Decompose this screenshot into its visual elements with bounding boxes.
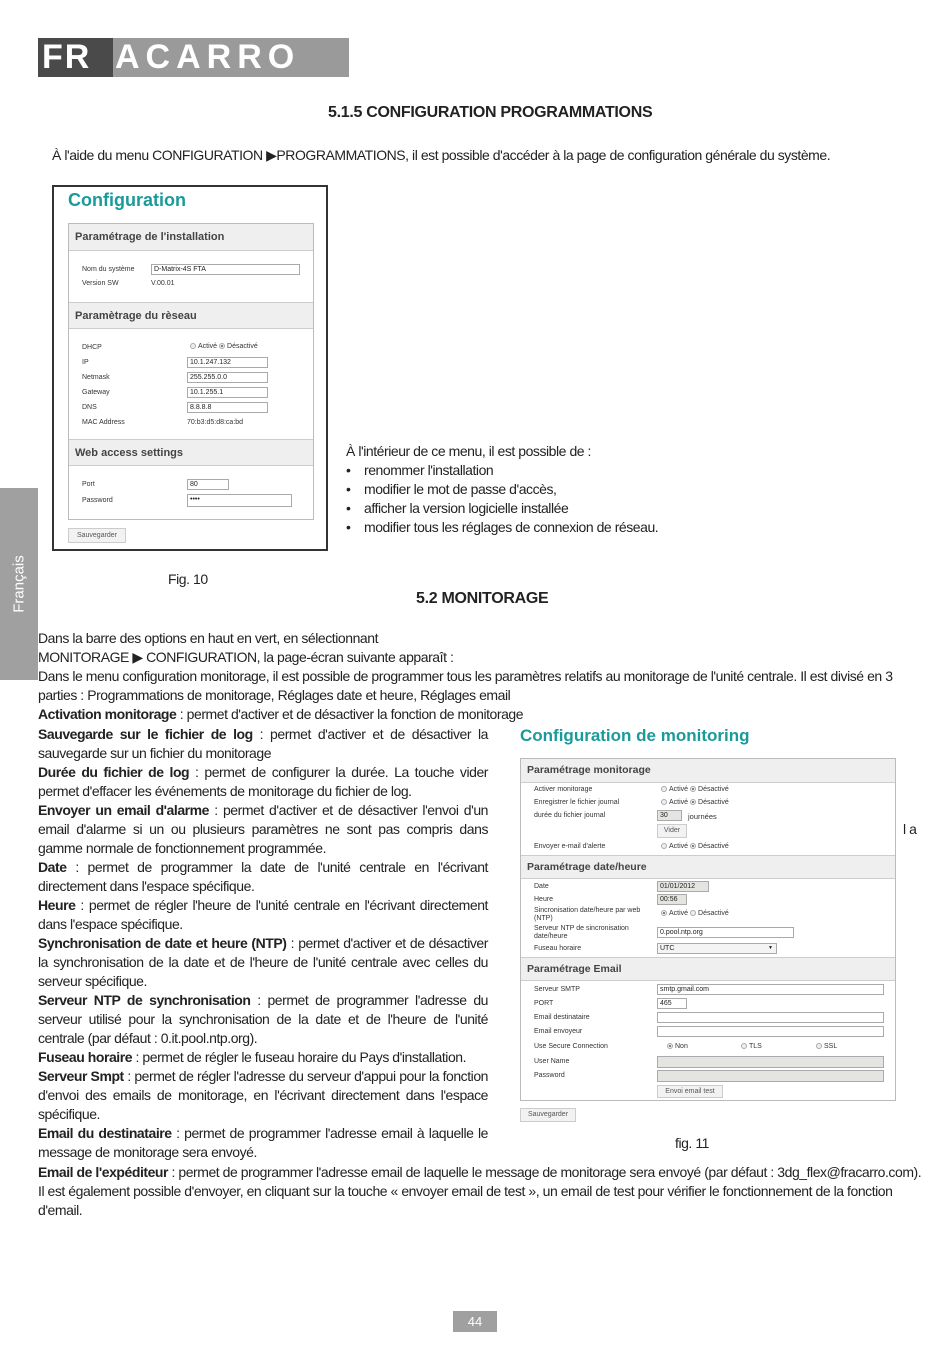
- term: Email du destinataire: [38, 1125, 172, 1141]
- list-item: • afficher la version logicielle installée: [346, 499, 706, 518]
- password-input[interactable]: ••••: [187, 494, 292, 507]
- paragraph: MONITORAGE ▶ CONFIGURATION, la page-écran suivante apparaît :: [38, 649, 454, 665]
- term: Durée du fichier de log: [38, 764, 190, 780]
- smtp-input[interactable]: smtp.gmail.com: [657, 984, 884, 995]
- label: Date: [534, 883, 549, 890]
- label: DHCP: [82, 344, 102, 351]
- radio-label: Désactivé: [698, 910, 729, 917]
- label: Serveur NTP de sincronisation date/heure: [534, 925, 629, 940]
- radio-non[interactable]: [667, 1043, 688, 1050]
- definition: : permet de régler l'heure de l'unité centrale en l'écrivant directement dans l'espace spécifique.: [38, 897, 488, 932]
- definition: : permet de régler l'adresse du serveur d'appui pour la fonction d'envoi des emails de monitorage, en l'écrivant directement dans l'espace spécifique.: [38, 1068, 488, 1122]
- definition: : permet de configurer la durée. La touche vider permet d'effacer les événements de monitorage du fichier de log.: [38, 764, 489, 799]
- definition-paragraph: [38, 858, 488, 896]
- definition-paragraph: [38, 801, 488, 858]
- fig1-title: Configuration: [68, 190, 186, 210]
- radio-group[interactable]: [661, 799, 729, 806]
- paragraph: Dans la barre des options en haut en vert, en sélectionnant: [38, 630, 379, 646]
- label: IP: [82, 359, 89, 366]
- definition: : permet de programmer l'adresse email de laquelle le message de monitorage sera envoyé (par défaut : 3dg_flex@fracarro.com).: [168, 1164, 922, 1180]
- label: Password: [534, 1072, 565, 1079]
- datetime-header: Paramétrage date/heure: [521, 855, 895, 879]
- radio-label: Désactivé: [227, 343, 258, 350]
- radio-label: Activé: [669, 910, 689, 917]
- term: Heure: [38, 897, 76, 913]
- radio-label: Activé: [669, 799, 689, 806]
- definition: : permet de régler le fuseau horaire du Pays d'installation.: [132, 1049, 467, 1065]
- term: Sauvegarde sur le fichier de log: [38, 726, 253, 742]
- label: Nom du système: [82, 266, 135, 273]
- outro: [38, 1163, 922, 1220]
- term: Fuseau horaire: [38, 1049, 133, 1065]
- fig2-title: Configuration de monitoring: [520, 726, 750, 745]
- list-item: • modifier le mot de passe d'accès,: [346, 480, 706, 499]
- label: Fuseau horaire: [534, 945, 582, 952]
- timezone-select[interactable]: [657, 943, 777, 954]
- list-intro: À l'intérieur de ce menu, il est possible de :: [346, 443, 591, 459]
- definition: : permet d'activer et de désactiver l'envoi d'un email d'alarme si un ou plusieurs paramètres ne sont pas compris dans gamme normale de fonctionnement programmée.: [38, 802, 488, 856]
- sw-version: V.00.01: [151, 280, 175, 287]
- ip-input[interactable]: 10.1.247.132: [187, 357, 268, 368]
- section-title-2: 5.2 MONITORAGE: [416, 590, 549, 607]
- dhcp-radios[interactable]: [190, 343, 258, 350]
- radio-group[interactable]: [661, 786, 729, 793]
- duration-input[interactable]: 30: [657, 810, 682, 821]
- label: Use Secure Connection: [534, 1043, 608, 1050]
- smtp-port-input[interactable]: 465: [657, 998, 687, 1009]
- term: Date: [38, 859, 67, 875]
- logo-dark: FR: [38, 38, 113, 77]
- monitoring-header: Paramétrage monitorage: [521, 759, 895, 783]
- intro-2: [38, 629, 922, 724]
- radio-label: Activé: [669, 786, 689, 793]
- label: Port: [82, 481, 95, 488]
- label: Version SW: [82, 280, 119, 287]
- definition-paragraph: [38, 1048, 488, 1067]
- definition: : permet d'activer et de désactiver la sauvegarde sur un fichier du monitorage: [38, 726, 488, 761]
- definitions-column: [38, 725, 488, 1162]
- intro-1: À l'aide du menu CONFIGURATION ▶PROGRAMMATIONS, il est possible d'accéder à la page de configuration générale du système.: [52, 147, 831, 163]
- language-tab: [0, 488, 38, 680]
- radio-group[interactable]: [661, 843, 729, 850]
- save-button[interactable]: Sauvegarder: [68, 528, 126, 543]
- dns-input[interactable]: 8.8.8.8: [187, 402, 268, 413]
- label: journées: [688, 812, 717, 821]
- definition-paragraph: [38, 1124, 488, 1162]
- radio-label: Désactivé: [698, 843, 729, 850]
- install-header: Paramétrage de l'installation: [69, 224, 313, 251]
- radio-label: Désactivé: [698, 786, 729, 793]
- radio-label: Activé: [669, 843, 689, 850]
- fig1-panel: [68, 223, 314, 520]
- email-header: Paramétrage Email: [521, 957, 895, 981]
- recipient-input[interactable]: [657, 1012, 884, 1023]
- radio-icon[interactable]: [219, 343, 225, 349]
- label: Activer monitorage: [534, 786, 593, 793]
- fig10-caption: Fig. 10: [168, 571, 208, 587]
- label: Heure: [534, 896, 554, 903]
- definition-paragraph: [38, 1067, 488, 1124]
- radio-tls[interactable]: [741, 1043, 762, 1050]
- definition: : permet d'activer et de désactiver la fonction de monitorage: [176, 706, 524, 722]
- label: durée du fichier journal: [534, 812, 606, 819]
- definition: : permet de programmer la date de l'unité centrale en l'écrivant directement dans l'espace spécifique.: [38, 859, 488, 894]
- page-number: 44: [453, 1311, 497, 1332]
- ntp-server-input[interactable]: 0.pool.ntp.org: [657, 927, 794, 938]
- date-input[interactable]: 01/01/2012: [657, 881, 709, 892]
- definition-paragraph: [38, 725, 488, 763]
- label: DNS: [82, 404, 97, 411]
- definition: : permet de programmer l'adresse email à laquelle le message de monitorage sera envoyé.: [38, 1125, 488, 1160]
- definition-paragraph: [38, 934, 488, 991]
- language-label: Français: [10, 555, 28, 613]
- label: Envoyer e-mail d'alerte: [534, 843, 606, 850]
- list-item: • modifier tous les réglages de connexion de réseau.: [346, 518, 706, 537]
- term: Email de l'expéditeur: [38, 1164, 169, 1180]
- label: Email envoyeur: [534, 1028, 583, 1035]
- radio-label: SSL: [824, 1043, 838, 1050]
- paragraph: [38, 1163, 922, 1182]
- password-input[interactable]: [657, 1070, 884, 1082]
- label: User Name: [534, 1058, 570, 1065]
- username-input[interactable]: [657, 1056, 884, 1068]
- fig2-panel: [520, 758, 896, 1101]
- label: Gateway: [82, 389, 110, 396]
- radio-group[interactable]: [661, 910, 729, 917]
- paragraph: Dans le menu configuration monitorage, il est possible de programmer tous les paramètres relatifs au monitorage de l'unité centrale. Il est divisé en 3 parties : Programmations de monitorage, Réglages date et heure, Réglages email: [38, 668, 893, 703]
- definition-paragraph: [38, 896, 488, 934]
- label: Enregistrer le fichier journal: [534, 799, 620, 806]
- gateway-input[interactable]: 10.1.255.1: [187, 387, 268, 398]
- term: Synchronisation de date et heure (NTP): [38, 935, 287, 951]
- logo-light: ACARRO: [113, 38, 349, 77]
- definition: : permet de programmer l'adresse du serveur utilisé pour la synchronisation de la date et de l'heure de l'unité centrale (par défaut : 0.it.pool.ntp.org).: [38, 992, 489, 1046]
- fracarro-logo: [38, 38, 349, 77]
- radio-label: TLS: [749, 1043, 762, 1050]
- network-header: Paramètrage du rèseau: [69, 302, 313, 329]
- radio-label: Non: [675, 1043, 688, 1050]
- paragraph: Il est également possible d'envoyer, en cliquant sur la touche « envoyer email de test », un email de test pour vérifier le fonctionnement de la fonction d'email.: [38, 1183, 893, 1218]
- label: Netmask: [82, 374, 110, 381]
- web-header: Web access settings: [69, 439, 313, 466]
- save-button[interactable]: Sauvegarder: [520, 1108, 576, 1122]
- fig11-caption: fig. 11: [675, 1135, 709, 1151]
- term: Serveur Smpt: [38, 1068, 124, 1084]
- definition-paragraph: [38, 991, 488, 1048]
- radio-icon[interactable]: [190, 343, 196, 349]
- clear-button[interactable]: Vider: [657, 824, 687, 838]
- radio-ssl[interactable]: [816, 1043, 837, 1050]
- select-value: UTC: [660, 945, 675, 952]
- features-list: [346, 461, 706, 537]
- term: Envoyer un email d'alarme: [38, 802, 210, 818]
- figure-10: [52, 185, 328, 551]
- label: PORT: [534, 1000, 554, 1007]
- stray-text: l a: [903, 821, 917, 837]
- definition: : permet d'activer et de désactiver la synchronisation de la date et de l'heure de l'unité centrale avec celles du serveur spécifique.: [38, 935, 488, 989]
- radio-label: Désactivé: [698, 799, 729, 806]
- term: Activation monitorage: [38, 706, 177, 722]
- send-test-email-button[interactable]: Envoi email test: [657, 1085, 723, 1098]
- term: Serveur NTP de synchronisation: [38, 992, 251, 1008]
- time-input[interactable]: 00:56: [657, 894, 687, 905]
- paragraph: [38, 705, 922, 724]
- netmask-input[interactable]: 255.255.0.0: [187, 372, 268, 383]
- section-title-1: 5.1.5 CONFIGURATION PROGRAMMATIONS: [328, 104, 653, 121]
- definition-paragraph: [38, 763, 488, 801]
- radio-label: Activé: [198, 343, 218, 350]
- port-input[interactable]: 80: [187, 479, 229, 490]
- label: Password: [82, 497, 113, 504]
- sender-input[interactable]: [657, 1026, 884, 1037]
- system-name-input[interactable]: D-Matrix-4S FTA: [151, 264, 300, 275]
- label: Serveur SMTP: [534, 986, 580, 993]
- list-item: • renommer l'installation: [346, 461, 706, 480]
- mac-address: 70:b3:d5:d8:ca:bd: [187, 419, 244, 426]
- chevron-down-icon: ▼: [768, 945, 773, 951]
- label: Sincronisation date/heure par web (NTP): [534, 907, 641, 922]
- label: MAC Address: [82, 419, 125, 426]
- label: Email destinataire: [534, 1014, 590, 1021]
